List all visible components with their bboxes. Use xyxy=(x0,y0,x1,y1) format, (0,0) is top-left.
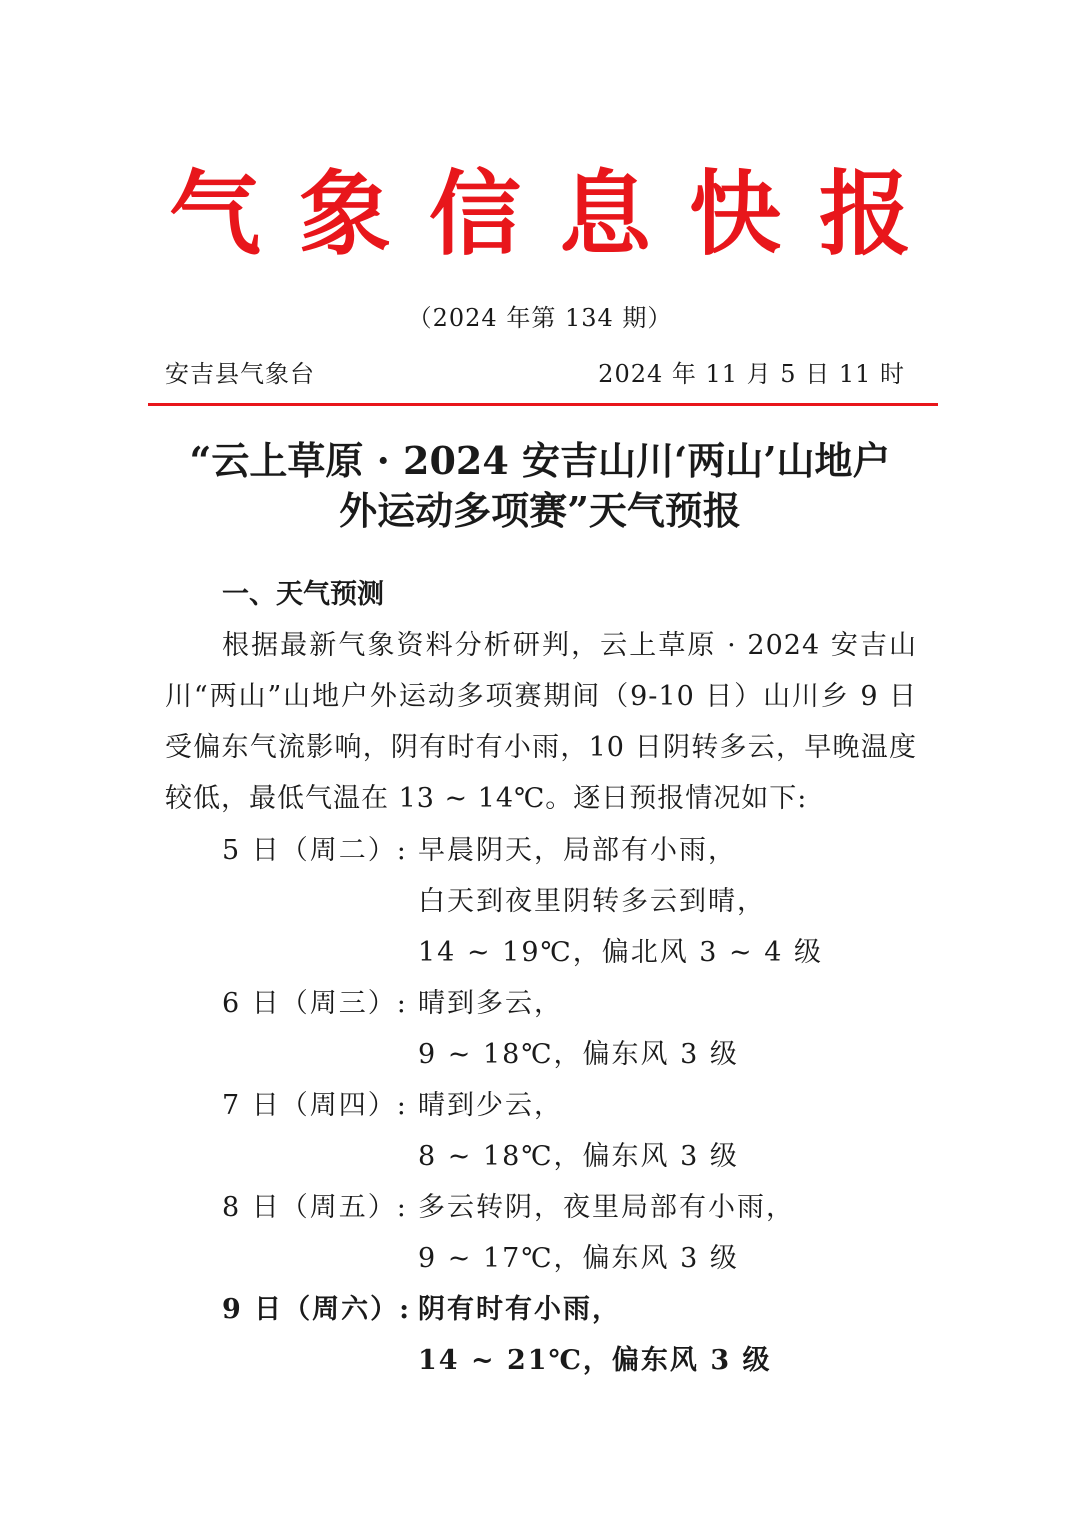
forecast-line: 晴到少云， xyxy=(418,1090,563,1121)
issuer-name: 安吉县气象台 xyxy=(165,360,315,388)
masthead-title: 气象信息快报 xyxy=(168,161,949,268)
forecast-day-label: 6 日（周三）: xyxy=(222,988,408,1019)
forecast-day-label: 8 日（周五）: xyxy=(222,1192,408,1223)
title-line-2: 外运动多项赛”天气预报 xyxy=(339,488,741,533)
title-line-1: “云上草原 · 2024 安吉山川‘两山’山地户 xyxy=(189,438,891,483)
forecast-line: 阴有时有小雨， xyxy=(418,1294,621,1325)
forecast-row-6 xyxy=(222,978,942,1080)
forecast-line: 晴到多云， xyxy=(418,988,563,1019)
issuer-row xyxy=(165,354,905,389)
forecast-row-9-highlight xyxy=(222,1284,942,1386)
forecast-row-5 xyxy=(222,825,942,978)
forecast-day-label: 7 日（周四）: xyxy=(222,1090,408,1121)
forecast-day-label: 5 日（周二）: xyxy=(222,835,408,866)
forecast-line: 9 ~ 18℃，偏东风 3 级 xyxy=(418,1039,739,1070)
forecast-line: 9 ~ 17℃，偏东风 3 级 xyxy=(418,1243,739,1274)
forecast-line: 8 ~ 18℃，偏东风 3 级 xyxy=(418,1141,739,1172)
forecast-line: 14 ~ 19℃，偏北风 3 ~ 4 级 xyxy=(418,937,824,968)
issue-number: （2024 年第 134 期） xyxy=(407,304,673,332)
forecast-line: 早晨阴天，局部有小雨， xyxy=(418,835,737,866)
forecast-row-7 xyxy=(222,1080,942,1182)
daily-forecast-list xyxy=(222,825,942,1386)
document-title xyxy=(140,436,940,536)
forecast-line: 白天到夜里阴转多云到晴， xyxy=(418,886,766,917)
forecast-row-8 xyxy=(222,1182,942,1284)
forecast-line: 多云转阴，夜里局部有小雨， xyxy=(418,1192,795,1223)
forecast-summary-paragraph: 根据最新气象资料分析研判，云上草原 · 2024 安吉山川“两山”山地户外运动多项赛期间（9-10 日）山川乡 9 日受偏东气流影响，阴有时有小雨，10 日阴转多云，早晚温度较低，最低气温在 13 ~ 14℃。逐日预报情况如下: xyxy=(165,630,917,814)
section-heading-forecast: 一、天气预测 xyxy=(222,579,384,610)
issue-datetime: 2024 年 11 月 5 日 11 时 xyxy=(598,360,905,388)
forecast-line: 14 ~ 21℃，偏东风 3 级 xyxy=(418,1345,772,1376)
red-divider xyxy=(148,403,938,406)
forecast-day-label: 9 日（周六）: xyxy=(222,1294,412,1325)
